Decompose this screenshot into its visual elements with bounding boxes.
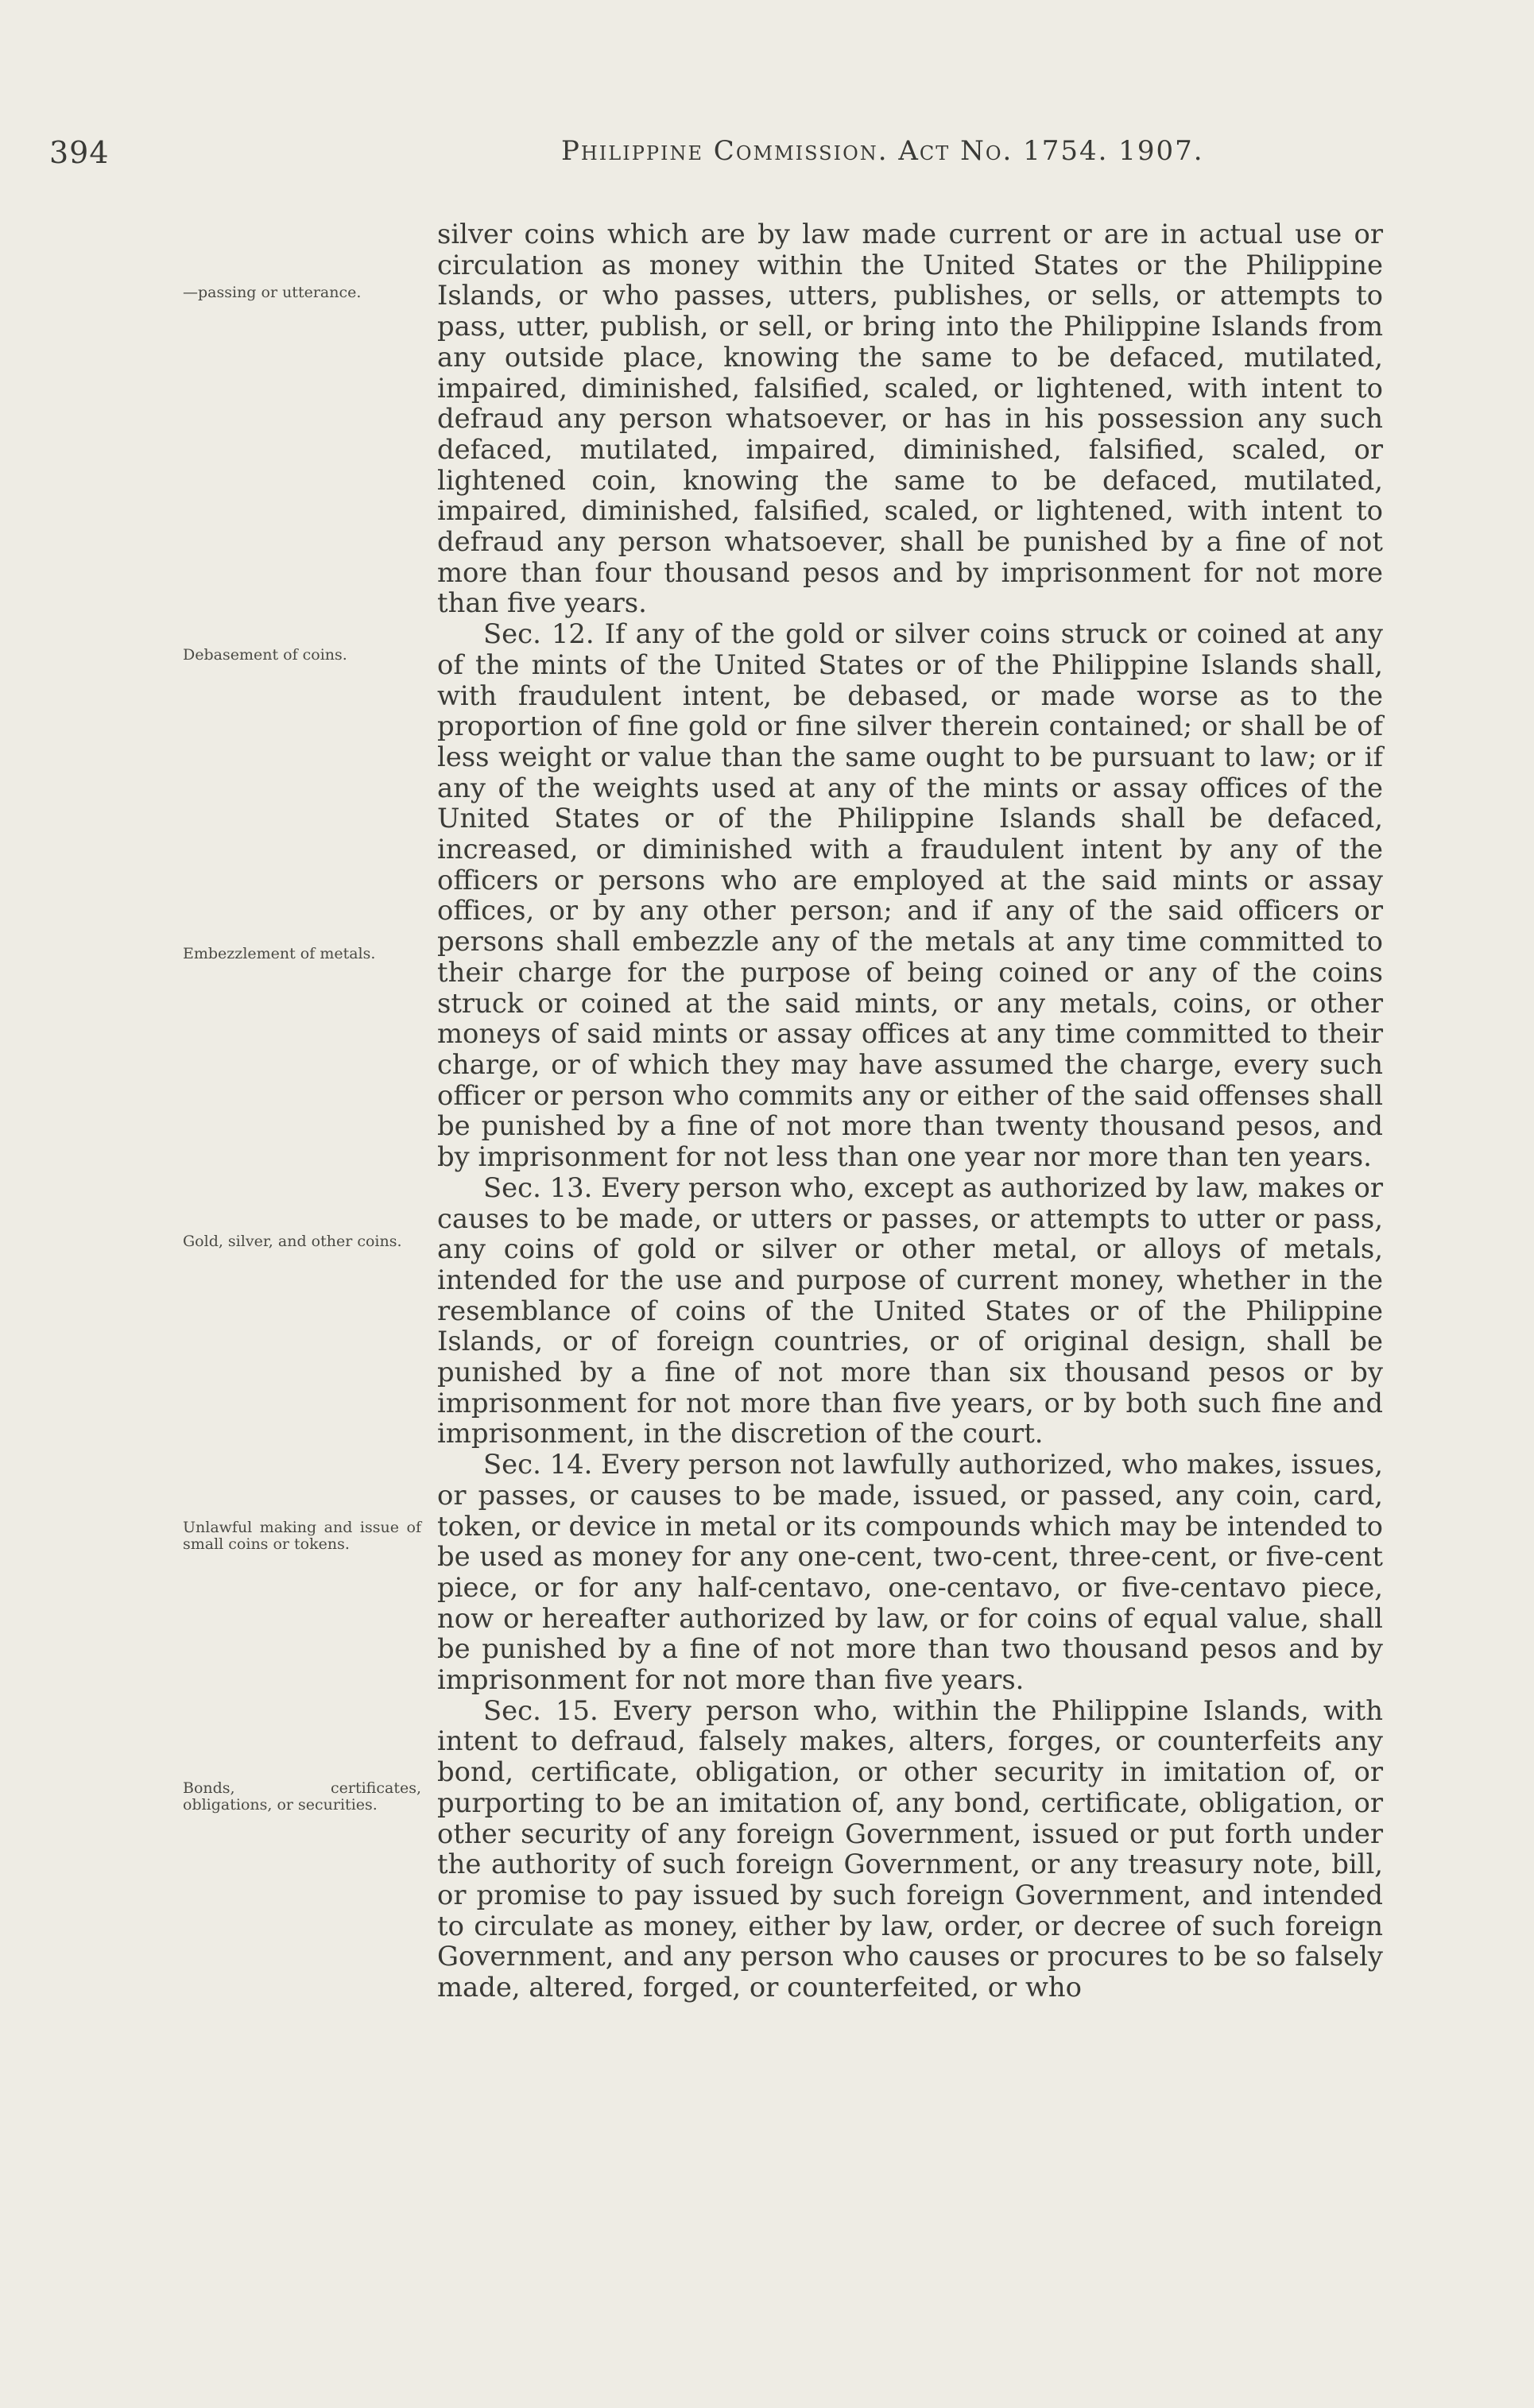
margin-note-embezzlement: Embezzlement of metals. <box>183 945 376 962</box>
paragraph-sec-13: Sec. 13. Every person who, except as authorized by law, makes or causes to be made, or utters or passes, or attempts to utter or pass, any coins of gold or silver or other metal, or alloys of metals, intended for the use and purpose of current money, whether in the resemblance of coins of the United States or of the Philippine Islands, or of foreign countries, or of original design, shall be punished by a fine of not more than six thousand pesos or by imprisonment for not more than five years, or by both such fine and imprisonment, in the discretion of the court. <box>437 1171 1383 1450</box>
margin-note-debasement: Debasement of coins. <box>183 646 347 664</box>
margin-note-unlawful-making: Unlawful making and issue of small coins or tokens. <box>183 1519 421 1553</box>
margin-note-passing: —passing or utterance. <box>183 284 362 301</box>
margin-note-bonds: Bonds, certificates, obligations, or securities. <box>183 1779 421 1814</box>
paragraph-sec-14: Sec. 14. Every person not lawfully authorized, who makes, issues, or passes, or causes to be made, issued, or passed, any coin, card, token, or device in metal or its compounds which may be intended to be used as money for any one-cent, two-cent, three-cent, or five-cent piece, or for any half-centavo, one-centavo, or five-centavo piece, now or hereafter authorized by law, or for coins of equal value, shall be punished by a fine of not more than two thousand pesos and by imprisonment for not more than five years. <box>437 1449 1384 1696</box>
paragraph-sec-12: Sec. 12. If any of the gold or silver coins struck or coined at any of the mints of the United States or of the Philippine Islands shall, with fraudulent intent, be debased, or made worse as to the proportion of fine gold or fine silver therein contained; or shall be of less weight or value than the same ought to be pursuant to law; or if any of the weights used at any of the mints or assay offices of the United States or of the Philippine Islands shall be defaced, increased, or diminished with a fraudulent intent by any of the officers or persons who are employed at the said mints or assay offices, or by any other person; and if any of the said officers or persons shall embezzle any of the metals at any time committed to their charge for the purpose of being coined or any of the coins struck or coined at the said mints, or any metals, coins, or other moneys of said mints or assay offices at any time committed to their charge, or of which they may have assumed the charge, every such officer or person who commits any or either of the said offenses shall be punished by a fine of not more than twenty thousand pesos, and by imprisonment for not less than one year nor more than ten years. <box>437 618 1383 1173</box>
main-text <box>437 219 1383 2003</box>
paragraph-sec-15: Sec. 15. Every person who, within the Philippine Islands, with intent to defraud, falsely makes, alters, forges, or counterfeits any bond, certificate, obligation, or other security in imitation of, or purporting to be an imitation of, any bond, certificate, obligation, or other security of any foreign Government, issued or put forth under the authority of such foreign Government, or any treasury note, bill, or promise to pay issued by such foreign Government, and intended to circulate as money, either by law, order, or decree of such foreign Government, and any person who causes or procures to be so falsely made, altered, forged, or counterfeited, or who <box>437 1694 1383 2003</box>
page-number: 394 <box>49 135 110 170</box>
paragraph-continuation: silver coins which are by law made current or are in actual use or circulation as money within the United States or the Philippine Islands, or who passes, utters, publishes, or sells, or attempts to pass, utter, publish, or sell, or bring into the Philippine Islands from any outside place, knowing the same to be defaced, mutilated, impaired, diminished, falsified, scaled, or lightened, with intent to defraud any person whatsoever, or has in his possession any such defaced, mutilated, impaired, diminished, falsified, scaled, or lightened coin, knowing the same to be defaced, mutilated, impaired, diminished, falsified, scaled, or lightened, with intent to defraud any person whatsoever, shall be punished by a fine of not more than four thousand pesos and by imprisonment for not more than five years. <box>437 219 1383 619</box>
margin-note-gold-silver: Gold, silver, and other coins. <box>183 1233 402 1250</box>
running-head: Philippine Commission. Act No. 1754. 1907. <box>561 135 1204 167</box>
